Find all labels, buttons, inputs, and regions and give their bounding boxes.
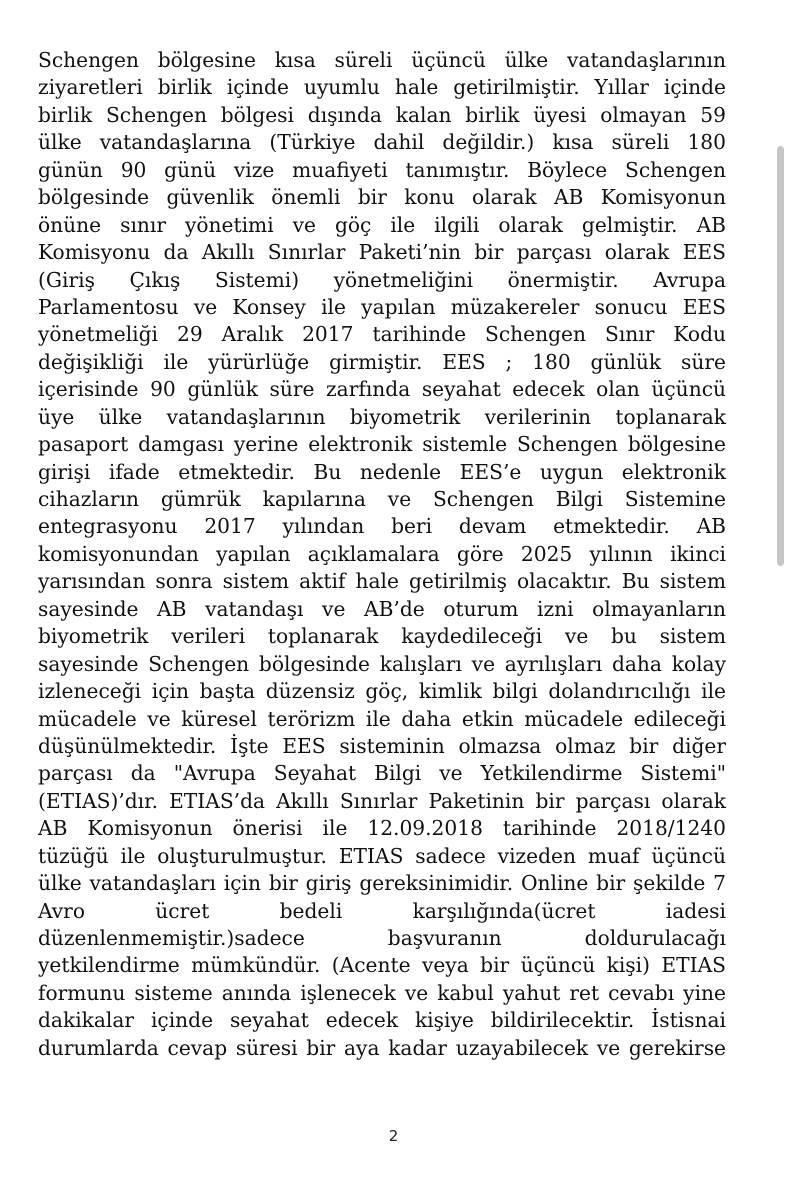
- text-line: Parlamentosu ve Konsey ile yapılan müzakereler sonucu EES: [38, 294, 726, 319]
- text-line: biyometrik verileri toplanarak kaydedileceği ve bu sistem: [38, 624, 726, 649]
- text-line: ziyaretleri birlik içinde uyumlu hale getirilmiştir. Yıllar içinde: [38, 75, 726, 100]
- text-line: komisyonundan yapılan açıklamalara göre 2025 yılının ikinci: [38, 541, 726, 566]
- text-line: tüzüğü ile oluşturulmuştur. ETIAS sadece vizeden muaf üçüncü: [38, 843, 726, 868]
- text-line: Avro ücret bedeli karşılığında(ücret iadesi: [38, 898, 726, 923]
- text-line: girişi ifade etmektedir. Bu nedenle EES’e uygun elektronik: [38, 459, 726, 484]
- text-line: birlik Schengen bölgesi dışında kalan birlik üyesi olmayan 59: [38, 102, 726, 127]
- text-line: entegrasyonu 2017 yılından beri devam etmektedir. AB: [38, 514, 726, 539]
- text-line: (ETIAS)’dır. ETIAS’da Akıllı Sınırlar Paketinin bir parçası olarak: [38, 788, 726, 813]
- text-line: formunu sisteme anında işlenecek ve kabul yahut ret cevabı yine: [38, 980, 726, 1005]
- vertical-scrollbar[interactable]: [773, 0, 787, 1200]
- text-line: izleneceği için başta düzensiz göç, kimlik bilgi dolandırıcılığı ile: [38, 679, 726, 704]
- text-line: günün 90 günü vize muafiyeti tanımıştır. Böylece Schengen: [38, 157, 726, 182]
- text-line: mücadele ve küresel terörizm ile daha etkin mücadele edileceği: [38, 706, 726, 731]
- text-line: AB Komisyonun önerisi ile 12.09.2018 tarihinde 2018/1240: [38, 816, 726, 841]
- text-line: durumlarda cevap süresi bir aya kadar uzayabilecek ve gerekirse: [38, 1035, 726, 1060]
- text-line: ülke vatandaşları için bir giriş gereksinimidir. Online bir şekilde 7: [38, 871, 726, 896]
- text-line: sayesinde AB vatandaşı ve AB’de oturum izni olmayanların: [38, 596, 726, 621]
- text-line: dakikalar içinde seyahat edecek kişiye bildirilecektir. İstisnai: [38, 1008, 726, 1033]
- text-line: Komisyonu da Akıllı Sınırlar Paketi’nin bir parçası olarak EES: [38, 240, 726, 265]
- body-text: [38, 47, 726, 1062]
- text-line: bölgesinde güvenlik önemli bir konu olarak AB Komisyonun: [38, 185, 726, 210]
- text-line: sayesinde Schengen bölgesinde kalışları ve ayrılışları daha kolay: [38, 651, 726, 676]
- text-line: düzenlenmemiştir.)sadece başvuranın doldurulacağı: [38, 926, 726, 950]
- scrollbar-thumb[interactable]: [777, 146, 784, 566]
- text-line: değişikliği ile yürürlüğe girmiştir. EES ; 180 günlük süre: [38, 349, 726, 374]
- text-line: ülke vatandaşlarına (Türkiye dahil değildir.) kısa süreli 180: [38, 130, 726, 155]
- text-line: içerisinde 90 günlük süre zarfında seyahat edecek olan üçüncü: [38, 377, 726, 402]
- text-line: düşünülmektedir. İşte EES sisteminin olmazsa olmaz bir diğer: [38, 733, 726, 758]
- text-line: (Giriş Çıkış Sistemi) yönetmeliğini önermiştir. Avrupa: [38, 267, 726, 292]
- text-line: yetkilendirme mümkündür. (Acente veya bir üçüncü kişi) ETIAS: [38, 953, 726, 978]
- text-line: pasaport damgası yerine elektronik sistemle Schengen bölgesine: [38, 432, 726, 457]
- text-line: önüne sınır yönetimi ve göç ile ilgili olarak gelmiştir. AB: [38, 212, 726, 237]
- text-line: Schengen bölgesine kısa süreli üçüncü ülke vatandaşlarının: [38, 48, 726, 72]
- text-line: parçası da "Avrupa Seyahat Bilgi ve Yetkilendirme Sistemi": [38, 761, 726, 786]
- text-line: yarısından sonra sistem aktif hale getirilmiş olacaktır. Bu sistem: [38, 569, 726, 594]
- text-line: yönetmeliği 29 Aralık 2017 tarihinde Schengen Sınır Kodu: [38, 322, 726, 347]
- page-number: 2: [388, 1127, 399, 1145]
- text-line: üye ülke vatandaşlarının biyometrik verilerinin toplanarak: [38, 404, 726, 429]
- text-line: cihazların gümrük kapılarına ve Schengen Bilgi Sistemine: [38, 487, 726, 511]
